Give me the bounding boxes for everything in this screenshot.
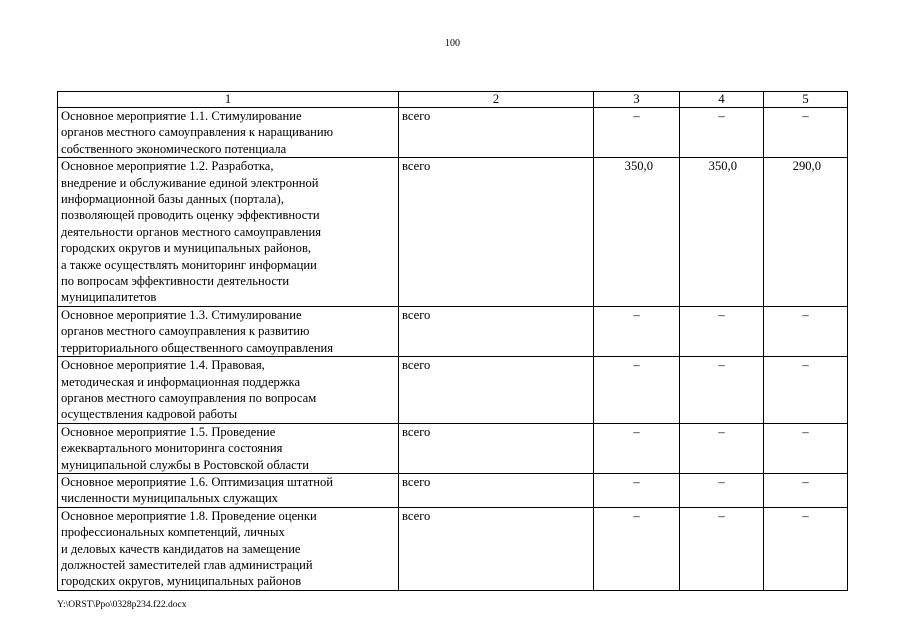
measure-name-cell: Основное мероприятие 1.6. Оптимизация штатной численности муниципальных служащих: [58, 473, 399, 507]
value-cell: 350,0: [594, 158, 680, 307]
value-cell: –: [680, 473, 764, 507]
value-cell: 290,0: [764, 158, 848, 307]
measure-name-cell: Основное мероприятие 1.2. Разработка, внедрение и обслуживание единой электронной информационной базы данных (портала), позволяющей проводить оценку эффективности деятельности органов местного самоуправления городских округов и муниципальных районов, а также осуществлять мониторинг информации по вопросам эффективности деятельности муниципалитетов: [58, 158, 399, 307]
value-cell: –: [594, 473, 680, 507]
value-cell: –: [594, 423, 680, 473]
value-cell: –: [680, 306, 764, 356]
table-row: [58, 158, 848, 307]
table-header-row: [58, 92, 848, 108]
value-cell: –: [764, 306, 848, 356]
table-row: [58, 357, 848, 424]
funding-type-cell: всего: [399, 507, 594, 590]
value-cell: –: [680, 423, 764, 473]
value-cell: –: [594, 357, 680, 424]
table-row: [58, 306, 848, 356]
value-cell: –: [680, 507, 764, 590]
measure-name-cell: Основное мероприятие 1.1. Стимулирование органов местного самоуправления к наращиванию собственного экономического потенциала: [58, 108, 399, 158]
value-cell: –: [594, 507, 680, 590]
value-cell: 350,0: [680, 158, 764, 307]
value-cell: –: [764, 357, 848, 424]
table-row: [58, 507, 848, 590]
measure-name-cell: Основное мероприятие 1.4. Правовая, методическая и информационная поддержка органов местного самоуправления по вопросам осуществления кадровой работы: [58, 357, 399, 424]
value-cell: –: [680, 108, 764, 158]
funding-type-cell: всего: [399, 306, 594, 356]
value-cell: –: [594, 108, 680, 158]
value-cell: –: [764, 423, 848, 473]
table-row: [58, 108, 848, 158]
document-file-path: Y:\ORST\Ppo\0328p234.f22.docx: [57, 600, 187, 610]
funding-type-cell: всего: [399, 473, 594, 507]
value-cell: –: [764, 473, 848, 507]
value-cell: –: [764, 507, 848, 590]
column-header: 5: [764, 92, 848, 108]
funding-type-cell: всего: [399, 158, 594, 307]
column-header: 1: [58, 92, 399, 108]
measure-name-cell: Основное мероприятие 1.8. Проведение оценки профессиональных компетенций, личных и деловых качеств кандидатов на замещение должностей заместителей глав администраций городских округов, муниципальных районов: [58, 507, 399, 590]
value-cell: –: [764, 108, 848, 158]
measure-name-cell: Основное мероприятие 1.3. Стимулирование органов местного самоуправления к развитию территориального общественного самоуправления: [58, 306, 399, 356]
funding-type-cell: всего: [399, 357, 594, 424]
table-row: [58, 423, 848, 473]
funding-type-cell: всего: [399, 108, 594, 158]
table-row: [58, 473, 848, 507]
measure-name-cell: Основное мероприятие 1.5. Проведение ежеквартального мониторинга состояния муниципальной службы в Ростовской области: [58, 423, 399, 473]
column-header: 3: [594, 92, 680, 108]
value-cell: –: [680, 357, 764, 424]
value-cell: –: [594, 306, 680, 356]
column-header: 4: [680, 92, 764, 108]
measures-table: [57, 91, 848, 591]
column-header: 2: [399, 92, 594, 108]
funding-type-cell: всего: [399, 423, 594, 473]
page-number: 100: [445, 38, 460, 49]
